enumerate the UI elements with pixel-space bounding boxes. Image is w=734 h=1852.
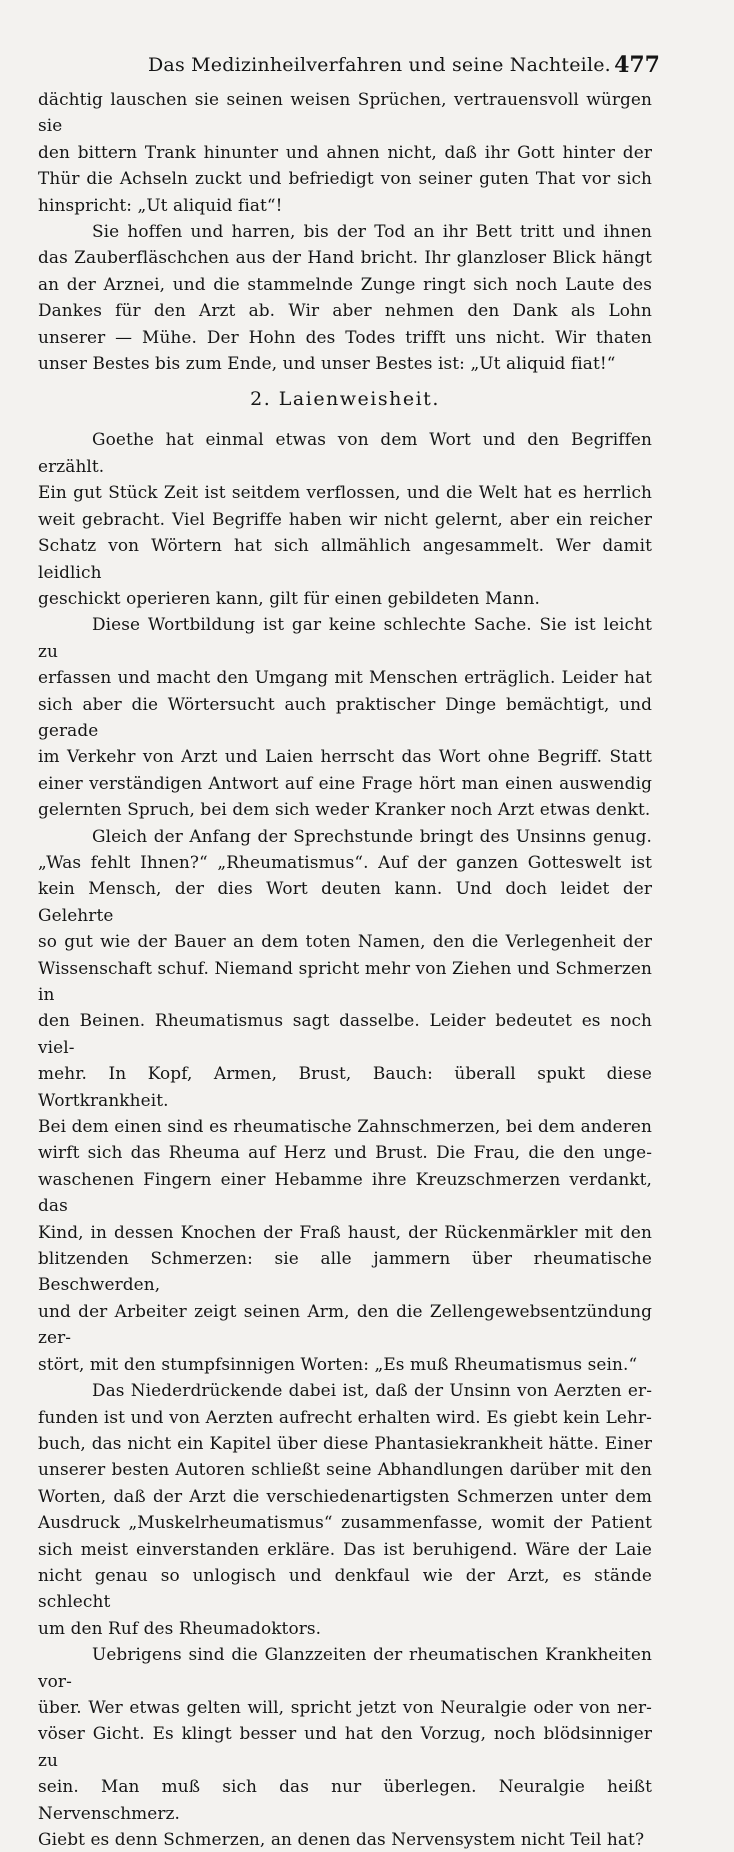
text-line: sich aber die Wörtersucht auch praktischer Dinge bemächtigt, und gerade [38,693,652,740]
text-line: Sie hoffen und harren, bis der Tod an ihr Bett tritt und ihnen [92,221,652,242]
text-line: Wissenschaft schuf. Niemand spricht mehr von Ziehen und Schmerzen in [38,957,652,1004]
section-heading: 2. Laienweisheit. [250,388,440,411]
text-line: Worten, daß der Arzt die verschiedenartigsten Schmerzen unter dem [38,1485,652,1506]
text-line: Giebt es denn Schmerzen, an denen das Nervensystem nicht Teil hat? [38,1829,645,1849]
section-paragraphs [38,426,652,1852]
text-line: den bittern Trank hinunter und ahnen nicht, daß ihr Gott hinter der [38,141,652,162]
text-line: Kind, in dessen Knochen der Fraß haust, der Rückenmärkler mit den [38,1221,652,1242]
text-line: kein Mensch, der dies Wort deuten kann. Und doch leidet der Gelehrte [38,878,652,925]
text-line: Ein gut Stück Zeit ist seitdem verflossen, und die Welt hat es herrlich [38,482,652,503]
text-line: stört, mit den stumpfsinnigen Worten: „Es muß Rheumatismus sein.“ [38,1353,638,1374]
text-line: „Was fehlt Ihnen?“ „Rheumatismus“. Auf der ganzen Gotteswelt ist [38,851,652,872]
text-line: Das Niederdrückende dabei ist, daß der Unsinn von Aerzten er- [92,1380,652,1401]
text-line: nicht genau so unlogisch und denkfaul wie der Arzt, es stände schlecht [38,1564,652,1612]
text-line: funden ist und von Aerzten aufrecht erhalten wird. Es giebt kein Lehr- [38,1406,652,1427]
text-line: Schatz von Wörtern hat sich allmählich angesammelt. Wer damit leidlich [38,535,652,582]
text-line: erfassen und macht den Umgang mit Menschen erträglich. Leider hat [38,667,652,688]
text-line: unserer — Mühe. Der Hohn des Todes trifft uns nicht. Wir thaten [38,326,652,347]
text-line: buch, das nicht ein Kapitel über diese Phantasiekrankheit hätte. Einer [38,1432,652,1453]
text-line: Thür die Achseln zuckt und befriedigt von seiner guten That vor sich [38,168,652,189]
text-line: vöser Gicht. Es klingt besser und hat den Vorzug, noch blödsinniger zu [38,1723,652,1770]
text-line: geschickt operieren kann, gilt für einen gebildeten Mann. [38,587,540,608]
text-line: mehr. In Kopf, Armen, Brust, Bauch: überall spukt diese Wortkrankheit. [38,1063,652,1110]
page-number: 477 [614,52,660,78]
text-line: hinspricht: „Ut aliquid fiat“! [38,194,283,215]
text-line: weit gebracht. Viel Begriffe haben wir nicht gelernt, aber ein reicher [38,508,652,529]
text-line: den Beinen. Rheumatismus sagt dasselbe. Leider bedeutet es noch viel- [38,1010,652,1057]
text-line: Ausdruck „Muskelrheumatismus“ zusammenfasse, womit der Patient [38,1512,652,1533]
text-line: Diese Wortbildung ist gar keine schlechte Sache. Sie ist leicht zu [38,614,652,661]
text-line: um den Ruf des Rheumadoktors. [38,1617,322,1638]
text-line: Uebrigens sind die Glanzzeiten der rheumatischen Krankheiten vor- [38,1644,652,1691]
text-line: über. Wer etwas gelten will, spricht jetzt von Neuralgie oder von ner- [38,1696,652,1717]
text-line: blitzenden Schmerzen: sie alle jammern über rheumatische Beschwerden, [38,1248,652,1295]
text-line: im Verkehr von Arzt und Laien herrscht das Wort ohne Begriff. Statt [38,746,652,767]
text-line: Goethe hat einmal etwas von dem Wort und den Begriffen erzählt. [38,429,652,476]
text-line: so gut wie der Bauer an dem toten Namen, den die Verlegenheit der [38,931,652,952]
body-text [38,86,652,1852]
running-head [38,48,660,86]
text-line: einer verständigen Antwort auf eine Frage hört man einen auswendig [38,772,652,793]
text-line: unser Bestes bis zum Ende, und unser Bestes ist: „Ut aliquid fiat!“ [38,353,616,374]
text-line: sein. Man muß sich das nur überlegen. Neuralgie heißt Nervenschmerz. [38,1776,652,1823]
text-line: sich meist einverstanden erkläre. Das ist beruhigend. Wäre der Laie [38,1538,652,1559]
text-line: an der Arznei, und die stammelnde Zunge ringt sich noch Laute des [38,273,652,294]
text-line: gelernten Spruch, bei dem sich weder Kranker noch Arzt etwas denkt. [38,799,651,820]
text-line: waschenen Fingern einer Hebamme ihre Kreuzschmerzen verdankt, das [38,1168,652,1216]
text-line: das Zauberfläschchen aus der Hand bricht. Ihr glanzloser Blick hängt [38,247,652,268]
text-line: Bei dem einen sind es rheumatische Zahnschmerzen, bei dem anderen [38,1116,652,1137]
section-laienweisheit [38,386,652,1852]
text-line: und der Arbeiter zeigt seinen Arm, den die Zellengewebsentzündung zer- [38,1300,652,1348]
text-line: Dankes für den Arzt ab. Wir aber nehmen den Dank als Lohn [38,300,652,321]
intro-paragraphs [38,86,652,376]
text-line: unserer besten Autoren schließt seine Abhandlungen darüber mit den [38,1459,652,1480]
text-line: dächtig lauschen sie seinen weisen Sprüchen, vertrauensvoll würgen sie [38,89,652,136]
text-line: Gleich der Anfang der Sprechstunde bringt des Unsinns genug. [92,825,652,846]
text-line: wirft sich das Rheuma auf Herz und Brust. Die Frau, die den unge- [38,1142,652,1163]
running-title: Das Medizinheilverfahren und seine Nachteile. [148,54,611,76]
